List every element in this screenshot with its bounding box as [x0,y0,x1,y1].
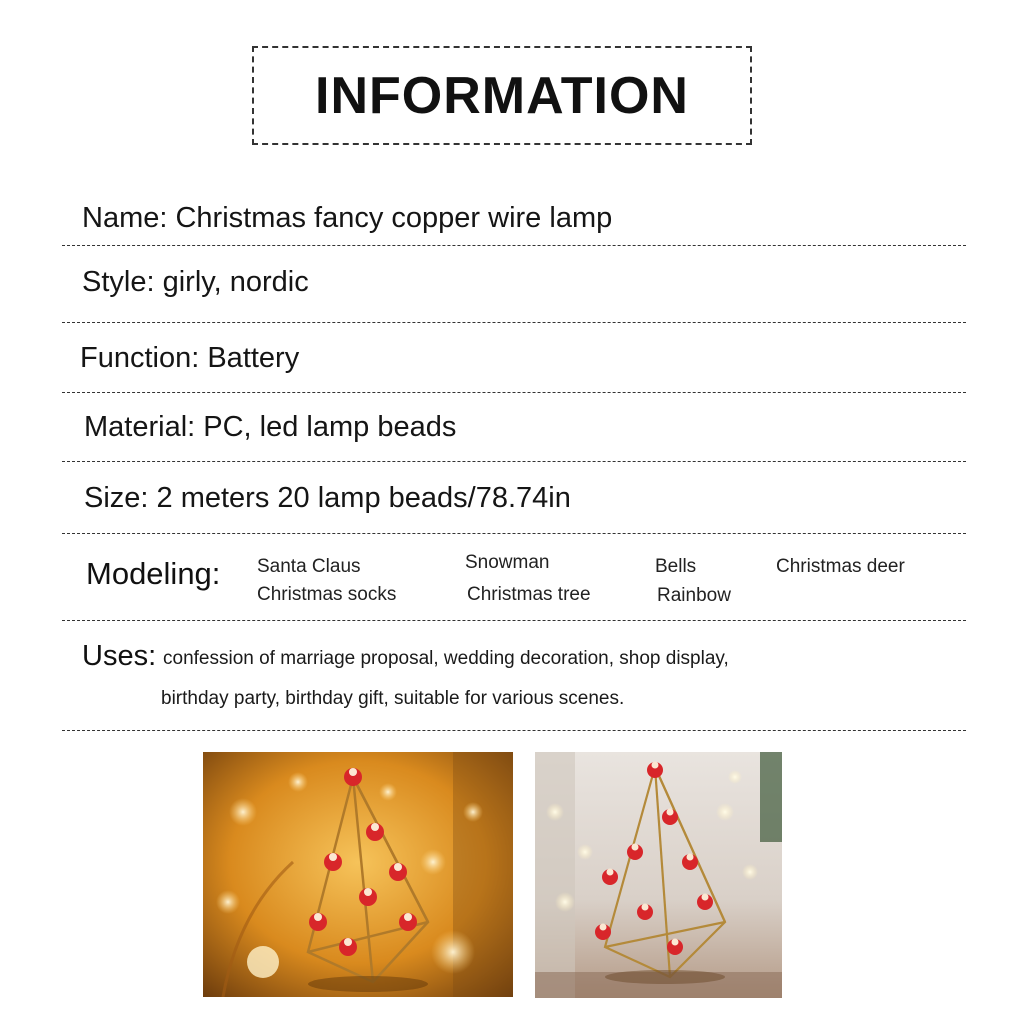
divider [62,730,966,731]
divider [62,461,966,462]
material-text: Material: PC, led lamp beads [84,411,457,443]
modeling-item: Rainbow [657,585,731,606]
divider [62,533,966,534]
title-box [252,46,752,145]
santa-light-photo-warm [203,752,513,997]
modeling-item: Christmas tree [467,584,591,605]
uses-label: Uses: [82,640,157,672]
modeling-label: Modeling: [86,556,221,591]
modeling-item: Christmas socks [257,584,397,605]
size-text: Size: 2 meters 20 lamp beads/78.74in [84,482,571,514]
page-title: INFORMATION [315,66,689,125]
style-text: Style: girly, nordic [82,266,309,298]
name-text: Name: Christmas fancy copper wire lamp [82,202,613,234]
uses-line-1: confession of marriage proposal, wedding decoration, shop display, [163,648,729,669]
modeling-item: Bells [655,556,697,577]
divider [62,620,966,621]
product-photo-warm [203,752,513,997]
modeling-item: Snowman [465,552,550,573]
santa-light-photo-bright [535,752,782,998]
uses-line-2: birthday party, birthday gift, suitable for various scenes. [161,688,625,709]
divider [62,322,966,323]
product-photo-bright [535,752,782,998]
modeling-item: Santa Claus [257,556,361,577]
modeling-item: Christmas deer [776,556,905,577]
divider [62,392,966,393]
function-text: Function: Battery [80,342,300,374]
divider [62,245,966,246]
